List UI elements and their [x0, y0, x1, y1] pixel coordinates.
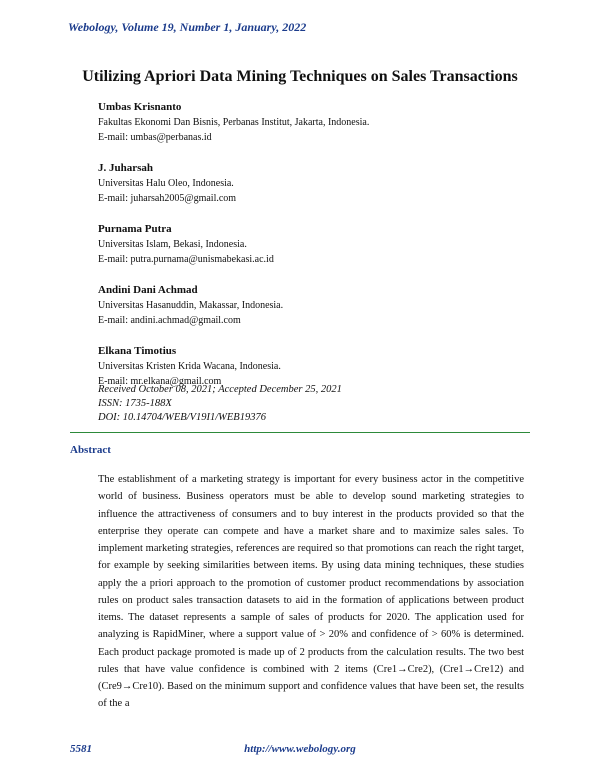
page-number: 5581 — [70, 743, 92, 755]
section-divider — [70, 432, 530, 433]
paper-title: Utilizing Apriori Data Mining Techniques on Sales Transactions — [82, 68, 518, 85]
abstract-text: The establishment of a marketing strategy is important for every business actor in the competitive world of business. Business operators must be able to develop sound marketing strategies to influence the attractiveness of consumers and to buy interest in the products provided so that the enterprise they operate can compete and have a market share and to maximize sales sales. To implement marketing strategies, references are required so that promotions can reach the right target, for example by seeking similarities between items. By using data mining techniques, these studies apply the a priori approach to the promotion of customer product recommendations by association rules on product sales transaction datasets to aid in the formation of applications between product items. The dataset represents a sample of sales of products for 2020. The application used for analyzing is RapidMiner, where a support value of > 20% and confidence of > 60% is determined. Each product package promoted is made up of 2 products from the calculation results. The two best rules that have value confidence is combined with 2 items (Cre1→Cre2), (Cre1→Cre12) and (Cre9→Cre10). Based on the minimum support and confidence values that have been set, the results of the a — [98, 474, 524, 710]
author-email[interactable]: E-mail: juharsah2005@gmail.com — [98, 193, 237, 204]
author-affiliation: Universitas Halu Oleo, Indonesia. — [98, 178, 234, 189]
author-block — [98, 222, 538, 267]
author-email[interactable]: E-mail: umbas@perbanas.id — [98, 132, 212, 143]
author-name: Purnama Putra — [98, 223, 172, 235]
author-list — [98, 100, 538, 405]
author-affiliation: Fakultas Ekonomi Dan Bisnis, Perbanas Institut, Jakarta, Indonesia. — [98, 117, 370, 128]
author-block — [98, 100, 538, 145]
doi[interactable]: DOI: 10.14704/WEB/V19I1/WEB19376 — [98, 412, 266, 423]
author-affiliation: Universitas Islam, Bekasi, Indonesia. — [98, 239, 247, 250]
author-name: Elkana Timotius — [98, 345, 177, 357]
received-date: Received October 08, 2021; Accepted December 25, 2021 — [98, 384, 342, 395]
author-block — [98, 161, 538, 206]
journal-header: Webology, Volume 19, Number 1, January, 2022 — [68, 20, 307, 34]
author-name: Umbas Krisnanto — [98, 101, 182, 113]
abstract-heading: Abstract — [70, 444, 111, 456]
author-name: J. Juharsah — [98, 162, 154, 174]
author-email[interactable]: E-mail: andini.achmad@gmail.com — [98, 315, 241, 326]
author-affiliation: Universitas Hasanuddin, Makassar, Indonesia. — [98, 300, 284, 311]
author-email[interactable]: E-mail: mr.elkana@gmail.com — [98, 376, 222, 387]
issn: ISSN: 1735-188X — [98, 398, 172, 409]
footer-url-link[interactable]: http://www.webology.org — [244, 743, 356, 755]
author-email[interactable]: E-mail: putra.purnama@unismabekasi.ac.id — [98, 254, 274, 265]
author-block — [98, 283, 538, 328]
author-name: Andini Dani Achmad — [98, 284, 198, 296]
article-meta — [98, 383, 342, 425]
author-affiliation: Universitas Kristen Krida Wacana, Indonesia. — [98, 361, 281, 372]
